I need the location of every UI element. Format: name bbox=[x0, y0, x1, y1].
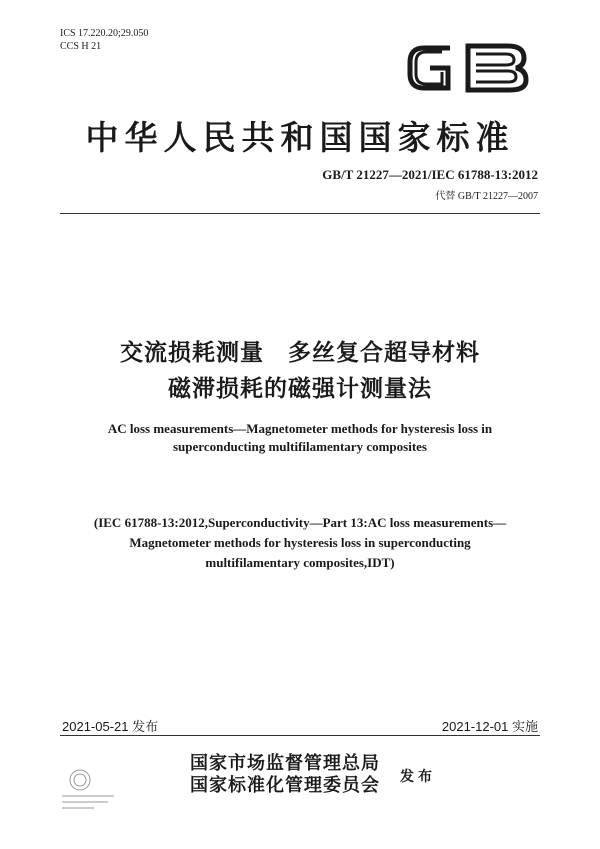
issue-date: 2021-05-21 发布 bbox=[62, 719, 159, 734]
top-divider bbox=[60, 213, 540, 214]
gb-logo bbox=[402, 38, 530, 98]
document-title-cn-line1: 交流损耗测量 多丝复合超导材料 bbox=[120, 340, 480, 366]
issuing-authorities bbox=[190, 753, 380, 797]
document-title-en-line2: superconducting multifilamentary composites bbox=[173, 439, 427, 454]
idt-note-line1: (IEC 61788-13:2012,Superconductivity—Part 13:AC loss measurements— bbox=[93, 515, 507, 530]
document-title-cn-line2: 磁滞损耗的磁强计测量法 bbox=[168, 376, 432, 402]
bottom-divider bbox=[60, 735, 540, 736]
seal-stamp-icon bbox=[58, 766, 118, 816]
idt-note-line2: Magnetometer methods for hysteresis loss in superconducting bbox=[129, 535, 471, 550]
document-title-en-line1: AC loss measurements—Magnetometer methods for hysteresis loss in bbox=[107, 421, 493, 436]
effective-date: 2021-12-01 实施 bbox=[441, 719, 538, 734]
idt-note-line3: multifilamentary composites,IDT) bbox=[205, 555, 395, 570]
national-standard-title: 中华人民共和国国家标准 bbox=[85, 118, 515, 157]
replaces-note: 代替 GB/T 21227—2007 bbox=[435, 191, 538, 202]
publish-label: 发布 bbox=[400, 769, 436, 785]
classification-codes bbox=[60, 27, 148, 53]
ics-code: ICS 17.220.20;29.050 bbox=[60, 28, 149, 39]
standard-number: GB/T 21227—2021/IEC 61788-13:2012 bbox=[322, 167, 538, 182]
issuer-line1: 国家市场监督管理总局 bbox=[190, 753, 380, 774]
ccs-code: CCS H 21 bbox=[60, 41, 102, 52]
issuer-line2: 国家标准化管理委员会 bbox=[190, 775, 380, 796]
